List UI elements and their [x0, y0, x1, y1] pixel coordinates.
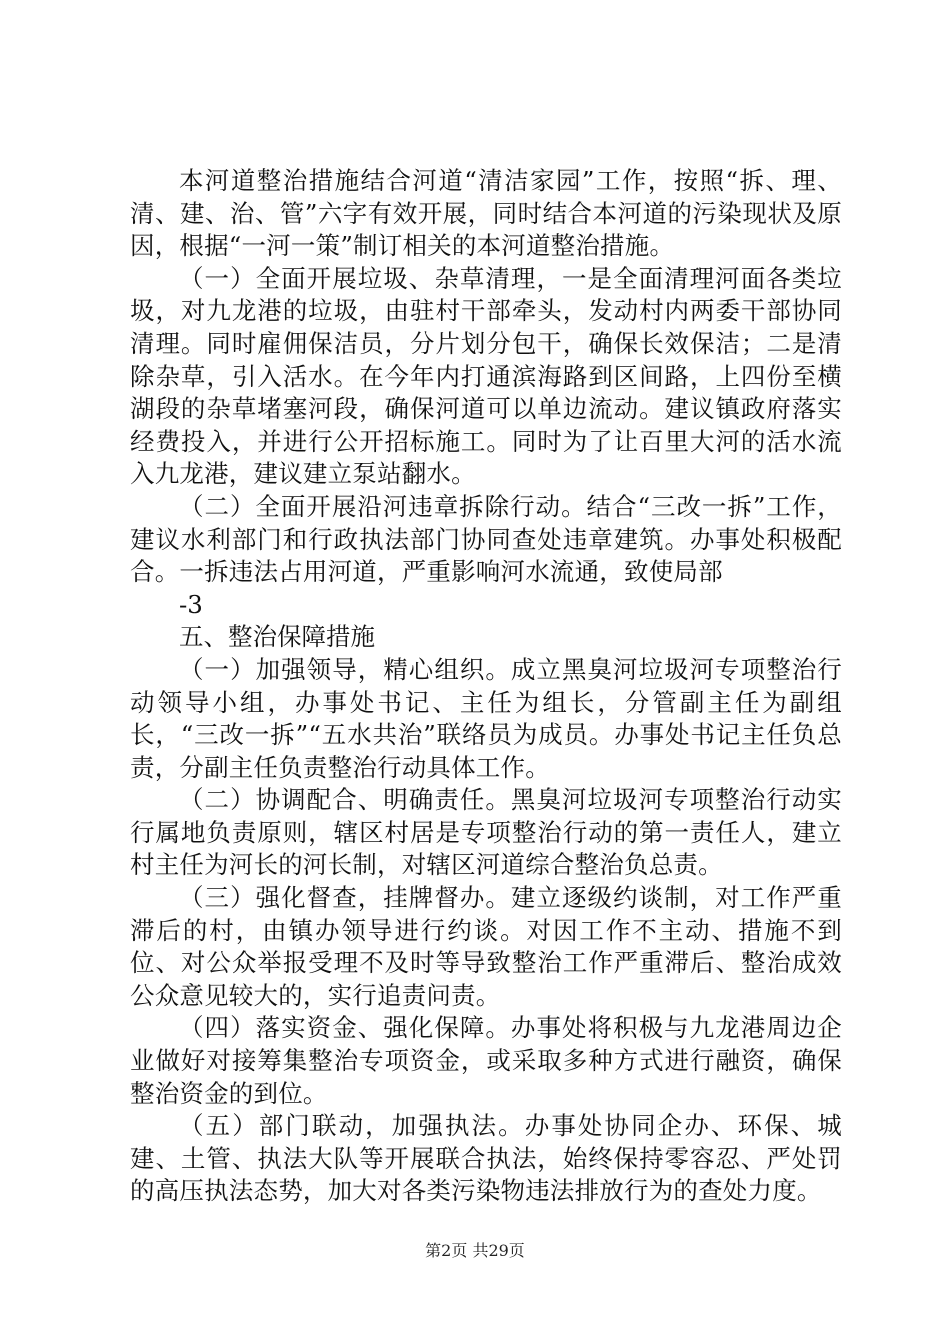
section-paragraph-4: （四）落实资金、强化保障。办事处将积极与九龙港周边企业做好对接筹集整治专项资金，或采取多种方式进行融资，确保整治资金的到位。	[130, 1013, 842, 1108]
section-paragraph-1: （一）加强领导，精心组织。成立黑臭河垃圾河专项整治行动领导小组，办事处书记、主任为组长，分管副主任为副组长，“三改一拆”“五水共治”联络员为成员。办事处书记主任负总责，分副主任负责整治行动具体工作。	[130, 654, 842, 782]
paragraph-item-1: （一）全面开展垃圾、杂草清理，一是全面清理河面各类垃圾，对九龙港的垃圾，由驻村干部牵头，发动村内两委干部协同清理。同时雇佣保洁员，分片划分包干，确保长效保洁；二是清除杂草，引入活水。在今年内打通滨海路到区间路，上四份至横湖段的杂草堵塞河段，确保河道可以单边流动。建议镇政府落实经费投入，并进行公开招标施工。同时为了让百里大河的活水流入九龙港，建议建立泵站翻水。	[130, 263, 842, 489]
paragraph-item-2: （二）全面开展沿河违章拆除行动。结合“三改一拆”工作，建议水利部门和行政执法部门协同查处违章建筑。办事处积极配合。一拆违法占用河道，严重影响河水流通，致使局部	[130, 491, 842, 587]
section-paragraph-3: （三）强化督查，挂牌督办。建立逐级约谈制，对工作严重滞后的村，由镇办领导进行约谈。对因工作不主动、措施不到位、对公众举报受理不及时等导致整治工作严重滞后、整治成效公众意见较大的，实行追责问责。	[130, 883, 842, 1010]
section-heading: 五、整治保障措施	[179, 622, 375, 652]
page-footer: 第2页 共29页	[425, 1241, 525, 1260]
section-paragraph-2: （二）协调配合、明确责任。黑臭河垃圾河专项整治行动实行属地负责原则，辖区村居是专项整治行动的第一责任人，建立村主任为河长的河长制，对辖区河道综合整治负总责。	[130, 785, 842, 880]
document-body	[130, 165, 842, 1208]
paragraph-intro: 本河道整治措施结合河道“清洁家园”工作，按照“拆、理、清、建、治、管”六字有效开展，同时结合本河道的污染现状及原因，根据“一河一策”制订相关的本河道整治措施。	[130, 166, 842, 261]
page-marker: -3	[179, 589, 203, 619]
section-paragraph-5: （五）部门联动，加强执法。办事处协同企办、环保、城建、土管、执法大队等开展联合执法，始终保持零容忍、严处罚的高压执法态势，加大对各类污染物违法排放行为的查处力度。	[130, 1111, 842, 1206]
